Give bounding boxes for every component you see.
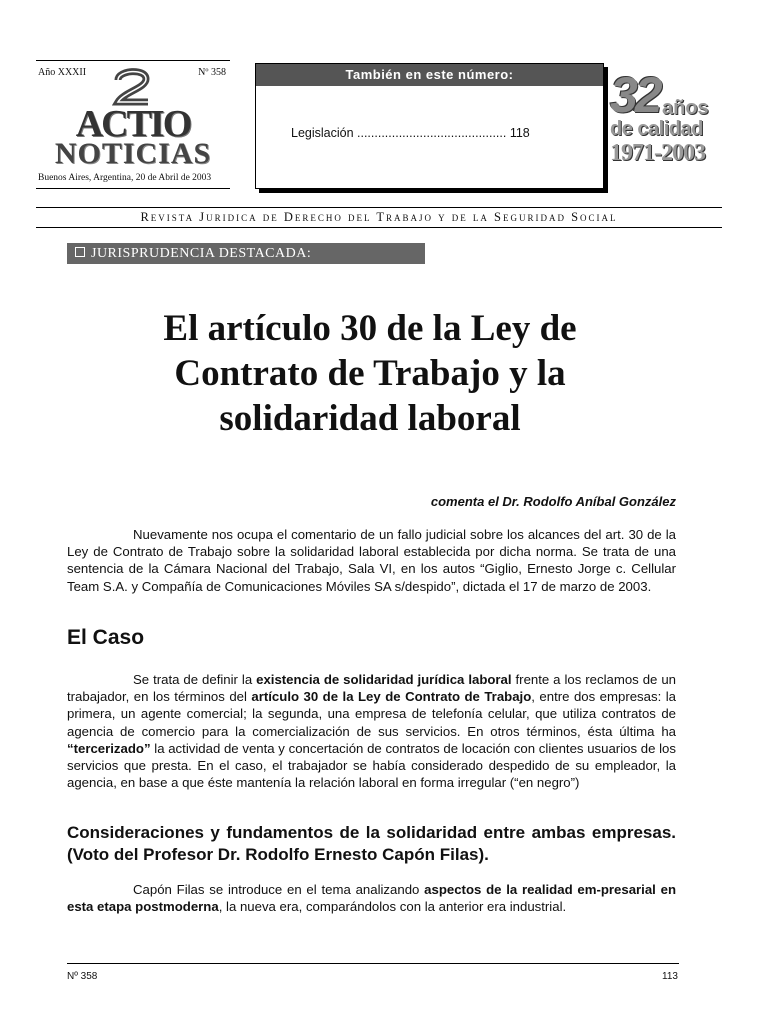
masthead-bottom-rule [36, 188, 230, 189]
logo-noticias: NOTICIAS [54, 137, 212, 170]
footer-page-number: 113 [662, 971, 678, 982]
anniversary-years-word: años [662, 97, 709, 119]
also-in-issue-box [255, 63, 604, 189]
article-title-line: El artículo 30 de la Ley de [163, 308, 577, 349]
footer-rule [67, 963, 679, 964]
anniversary-range: 1971-2003 [610, 140, 705, 166]
case-paragraph [67, 671, 676, 791]
case-text-2: frente a los reclamos de un trabajador, en los términos del [67, 672, 676, 705]
also-in-issue-header: También en este número: [256, 64, 603, 86]
footer-issue-number: Nº 358 [67, 971, 98, 982]
article-title-line: solidaridad laboral [219, 398, 521, 439]
section-label-text: JURISPRUDENCIA DESTACADA: [91, 246, 312, 261]
case-bold-2: artículo 30 de la Ley de Contrato de Trabajo [251, 689, 532, 705]
intro-text: Nuevamente nos ocupa el comentario de un fallo judicial sobre los alcances del art. 30 de la Ley de Contrato de Trabajo sobre la solidaridad laboral establecida por dicha norma. Se trata de una sentencia de la Cámara Nacional del Trabajo, Sala VI, en los autos “Giglio, Ernesto Jorge c. Cellular Team S.A. y Compañía de Comunicaciones Móviles SA s/despido”, dictada el 17 de marzo de 2003. [67, 527, 676, 594]
article-byline: comenta el Dr. Rodolfo Aníbal González [430, 494, 676, 509]
article-title [100, 306, 640, 441]
masthead [36, 60, 230, 190]
case-text-3: , entre dos empresas: la primera, un agente comercial; la segunda, una empresa de telefonía celular, que utiliza contratos de agencia de comercio para la comercialización de sus servicios. En otros términos, ésta última ha [67, 689, 676, 739]
anniversary-quality: de calidad [610, 118, 703, 140]
anniversary-number: 32 [610, 67, 660, 123]
heading-consideraciones: Consideraciones y fundamentos de la solidaridad entre ambas empresas. (Voto del Profesor Dr. Rodolfo Ernesto Capón Filas). [67, 823, 676, 864]
cons-text-2: , la nueva era, comparándolos con la anterior era industrial. [218, 899, 567, 915]
case-bold-3: “tercerizado” [67, 740, 151, 756]
considerations-paragraph [67, 881, 676, 915]
issue-year: Año XXXII [38, 67, 87, 78]
cons-bold-1: aspectos de la realidad em-presarial en esta etapa postmoderna [67, 882, 677, 915]
anniversary-badge [606, 67, 730, 174]
case-bold-1: existencia de solidaridad jurídica laboral [256, 672, 512, 687]
place-date: Buenos Aires, Argentina, 20 de Abril de 2003 [38, 173, 212, 183]
logo-actio: ACTIO [75, 103, 191, 145]
case-text-1: Se trata de definir la [133, 672, 257, 687]
also-in-issue-item[interactable]: Legislación ........................................... 118 [291, 126, 530, 140]
cons-text-1: Capón Filas se introduce en el tema analizando [133, 882, 425, 897]
article-title-line: Contrato de Trabajo y la [174, 353, 566, 394]
intro-paragraph [67, 526, 676, 595]
case-text-4: la actividad de venta y concertación de contratos de locación con clientes usuarios de los servicios que presta. En el caso, el trabajador se había considerado despedido de su empleador, la agencia, en base a que éste mantenía la relación laboral en forma irregular (“en negro”) [67, 740, 676, 791]
heading-el-caso: El Caso [67, 626, 145, 649]
journal-subtitle: Revista Juridica de Derecho del Trabajo y de la Seguridad Social [36, 207, 722, 228]
masthead-top-rule [36, 60, 230, 61]
section-label [67, 243, 425, 264]
checkbox-square-icon [75, 247, 85, 257]
issue-number: Nº 358 [198, 67, 226, 78]
